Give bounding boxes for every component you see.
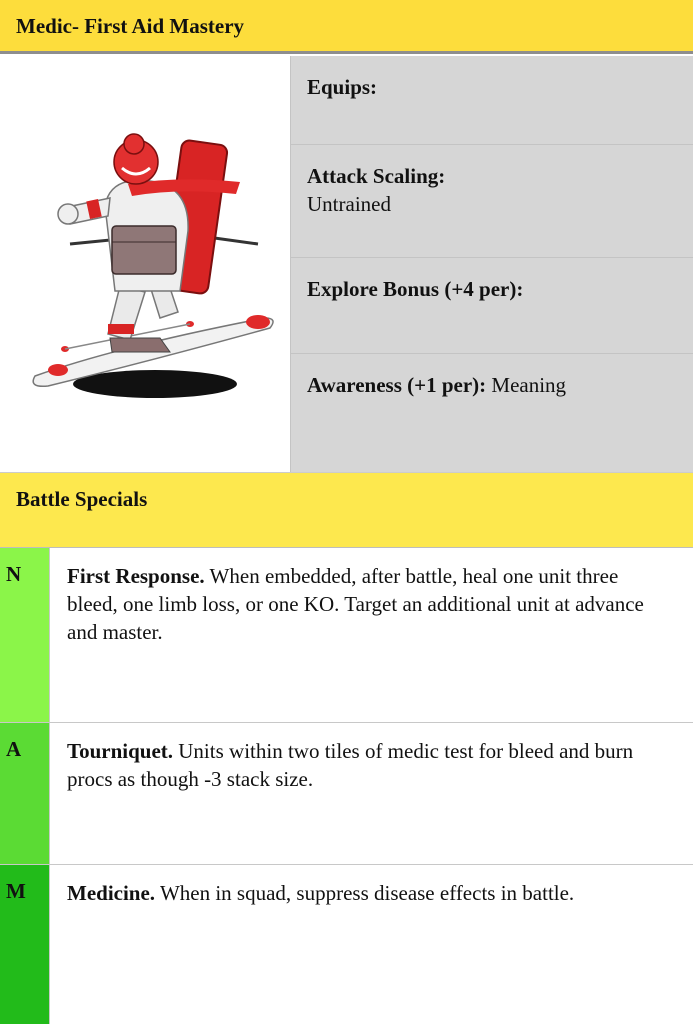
special-name: Tourniquet. — [67, 739, 174, 763]
hero-section — [0, 56, 693, 472]
tier-badge — [0, 723, 50, 864]
tier-letter: A — [6, 737, 22, 761]
special-row-master — [0, 865, 693, 1024]
stats-panel — [290, 56, 693, 472]
battle-specials-header — [0, 472, 693, 548]
tier-letter: N — [6, 562, 22, 586]
awareness-label: Awareness (+1 per): — [307, 373, 487, 397]
battle-specials-title: Battle Specials — [16, 487, 148, 511]
special-name: Medicine. — [67, 881, 156, 905]
awareness-value: Meaning — [491, 373, 567, 397]
tier-badge — [0, 548, 50, 722]
page-title: Medic- First Aid Mastery — [16, 14, 245, 38]
attack-scaling-value: Untrained — [307, 192, 391, 216]
tier-badge — [0, 865, 50, 1024]
awareness-cell — [291, 354, 693, 472]
medic-skier-drawing — [0, 56, 290, 472]
attack-scaling-label: Attack Scaling: — [307, 164, 446, 188]
title-bar — [0, 0, 693, 54]
special-description — [67, 562, 667, 646]
special-text: When embedded, after battle, heal one unit three bleed, one limb loss, or one KO. Target an additional unit at advance and master. — [67, 564, 644, 644]
medic-skier-illustration — [0, 56, 290, 472]
special-name: First Response. — [67, 564, 205, 588]
special-text: When in squad, suppress disease effects in battle. — [159, 881, 575, 905]
equips-label: Equips: — [307, 75, 378, 99]
explore-bonus-label: Explore Bonus (+4 per): — [307, 277, 524, 301]
attack-scaling-cell — [291, 145, 693, 258]
special-description — [67, 737, 667, 793]
special-description — [67, 879, 667, 907]
equips-cell — [291, 56, 693, 145]
special-row-advance — [0, 723, 693, 865]
explore-bonus-cell — [291, 258, 693, 354]
tier-letter: M — [6, 879, 26, 903]
special-text: Units within two tiles of medic test for bleed and burn procs as though -3 stack size. — [67, 739, 634, 791]
special-row-novice — [0, 548, 693, 723]
